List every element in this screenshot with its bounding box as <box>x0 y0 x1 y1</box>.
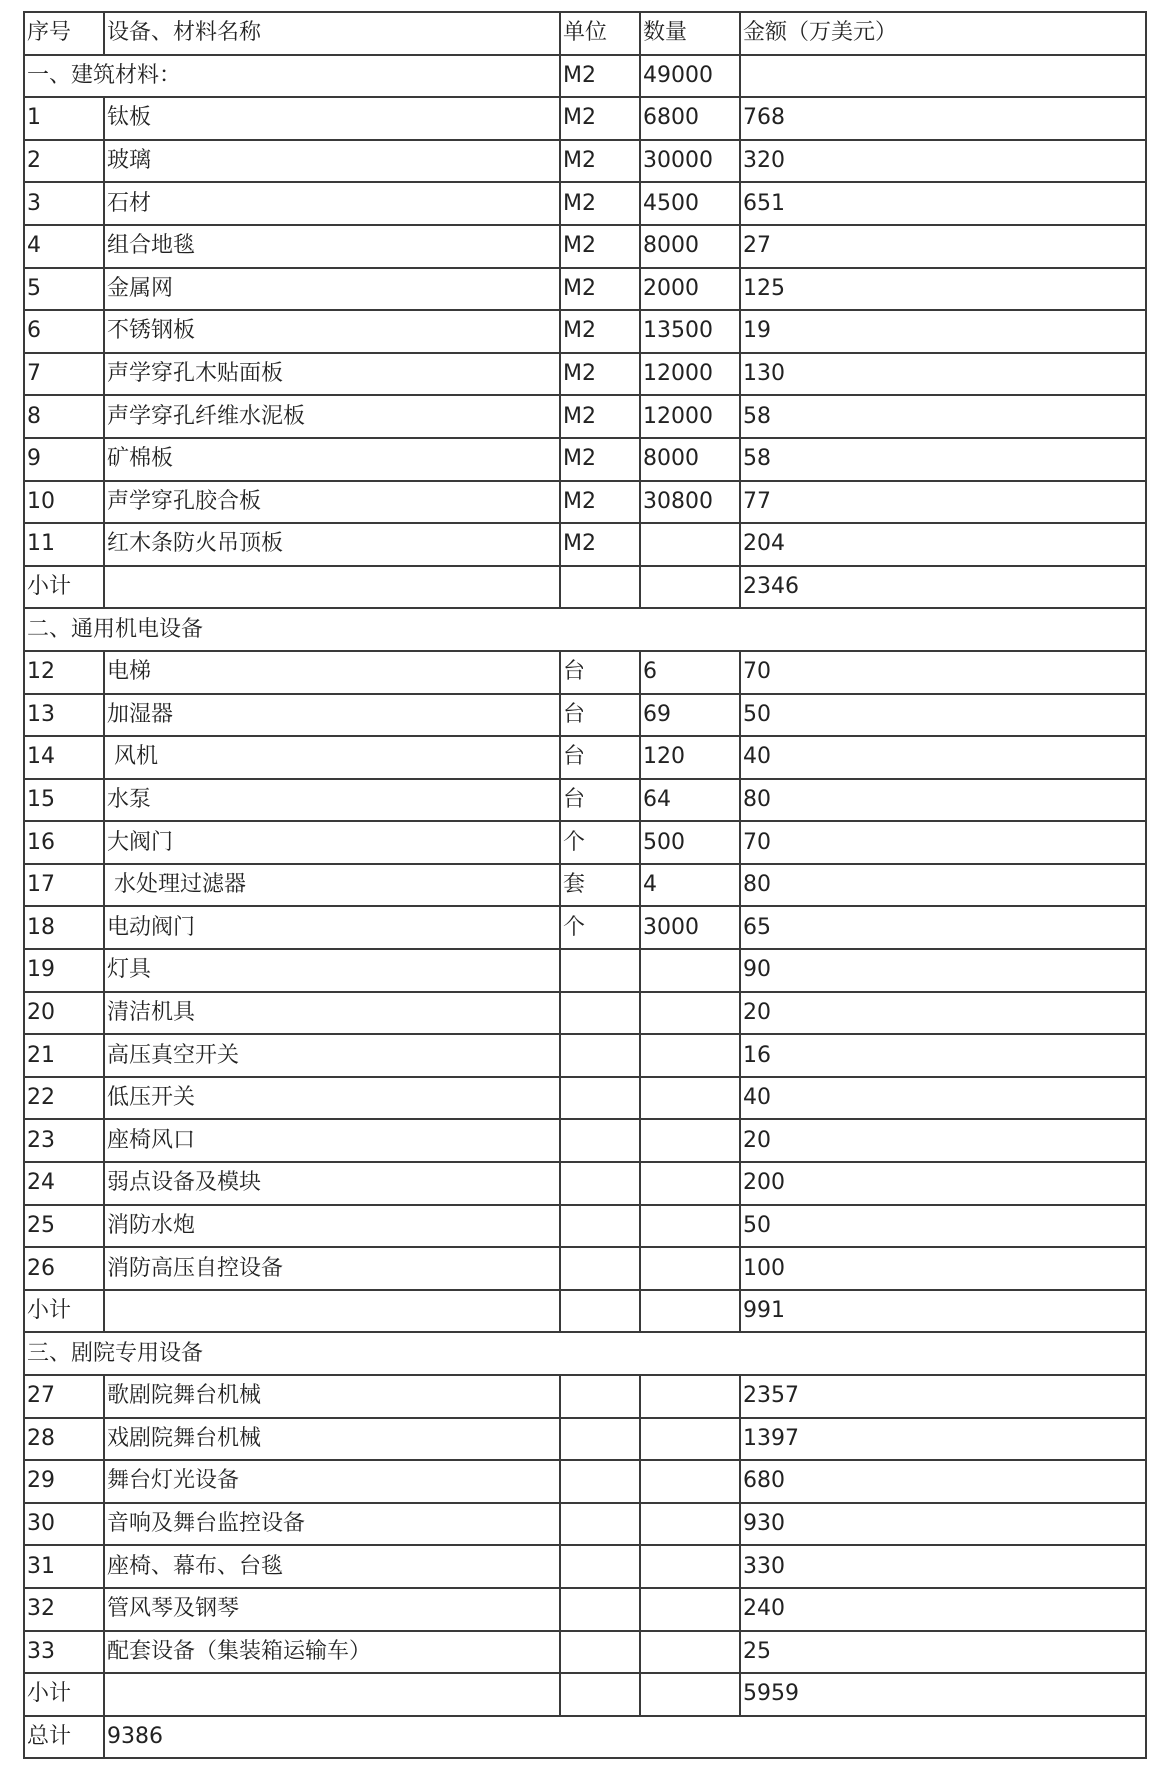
row-unit: 个 <box>560 821 640 864</box>
row-no: 30 <box>24 1503 104 1546</box>
row-no: 18 <box>24 906 104 949</box>
row-amount: 50 <box>740 694 1146 737</box>
row-unit <box>560 1205 640 1248</box>
subtotal-empty <box>104 566 560 609</box>
row-name: 红木条防火吊顶板 <box>104 523 560 566</box>
row-amount: 19 <box>740 310 1146 353</box>
row-amount: 240 <box>740 1588 1146 1631</box>
table-row <box>24 395 1146 438</box>
row-qty <box>640 1588 740 1631</box>
table-row <box>24 1503 1146 1546</box>
row-name: 舞台灯光设备 <box>104 1460 560 1503</box>
row-unit <box>560 1545 640 1588</box>
total-row <box>24 1716 1146 1759</box>
row-amount: 680 <box>740 1460 1146 1503</box>
section-title: 三、剧院专用设备 <box>24 1332 1146 1375</box>
row-amount: 25 <box>740 1631 1146 1674</box>
section-amount <box>740 55 1146 98</box>
row-qty: 8000 <box>640 438 740 481</box>
row-name: 水处理过滤器 <box>104 864 560 907</box>
table-row <box>24 438 1146 481</box>
row-amount: 80 <box>740 779 1146 822</box>
row-qty: 500 <box>640 821 740 864</box>
subtotal-value: 991 <box>740 1290 1146 1333</box>
row-name: 矿棉板 <box>104 438 560 481</box>
section-title: 一、建筑材料： <box>24 55 560 98</box>
row-amount: 768 <box>740 97 1146 140</box>
row-qty: 4500 <box>640 182 740 225</box>
row-qty: 13500 <box>640 310 740 353</box>
row-unit <box>560 1034 640 1077</box>
row-unit <box>560 1077 640 1120</box>
row-name: 电梯 <box>104 651 560 694</box>
row-unit: M2 <box>560 353 640 396</box>
row-no: 31 <box>24 1545 104 1588</box>
header-unit: 单位 <box>560 12 640 55</box>
row-no: 11 <box>24 523 104 566</box>
row-unit <box>560 1375 640 1418</box>
row-amount: 125 <box>740 268 1146 311</box>
subtotal-empty <box>640 1673 740 1716</box>
row-no: 1 <box>24 97 104 140</box>
table-row <box>24 736 1146 779</box>
table-row <box>24 523 1146 566</box>
row-unit: M2 <box>560 310 640 353</box>
row-unit: M2 <box>560 523 640 566</box>
row-name: 清洁机具 <box>104 992 560 1035</box>
subtotal-label: 小计 <box>24 1673 104 1716</box>
row-amount: 58 <box>740 395 1146 438</box>
row-unit: M2 <box>560 97 640 140</box>
subtotal-empty <box>104 1290 560 1333</box>
row-no: 6 <box>24 310 104 353</box>
equipment-materials-table <box>23 11 1147 1759</box>
header-amount: 金额（万美元） <box>740 12 1146 55</box>
table-row <box>24 864 1146 907</box>
row-unit: M2 <box>560 268 640 311</box>
row-unit <box>560 1418 640 1461</box>
row-no: 12 <box>24 651 104 694</box>
table-row <box>24 992 1146 1035</box>
subtotal-empty <box>640 566 740 609</box>
row-unit <box>560 1503 640 1546</box>
row-no: 26 <box>24 1247 104 1290</box>
subtotal-empty <box>560 566 640 609</box>
table-row <box>24 779 1146 822</box>
row-name: 座椅、幕布、台毯 <box>104 1545 560 1588</box>
row-amount: 80 <box>740 864 1146 907</box>
row-no: 5 <box>24 268 104 311</box>
row-qty: 4 <box>640 864 740 907</box>
header-qty: 数量 <box>640 12 740 55</box>
row-unit <box>560 1631 640 1674</box>
row-amount: 20 <box>740 992 1146 1035</box>
row-name: 低压开关 <box>104 1077 560 1120</box>
row-qty <box>640 1460 740 1503</box>
row-no: 23 <box>24 1119 104 1162</box>
row-no: 29 <box>24 1460 104 1503</box>
row-qty <box>640 1418 740 1461</box>
row-no: 4 <box>24 225 104 268</box>
row-name: 大阀门 <box>104 821 560 864</box>
table-row <box>24 225 1146 268</box>
row-amount: 330 <box>740 1545 1146 1588</box>
row-unit: M2 <box>560 225 640 268</box>
row-qty: 6800 <box>640 97 740 140</box>
row-qty <box>640 1247 740 1290</box>
table-row <box>24 97 1146 140</box>
table-row <box>24 1418 1146 1461</box>
row-name: 组合地毯 <box>104 225 560 268</box>
row-unit: M2 <box>560 182 640 225</box>
row-name: 配套设备（集装箱运输车） <box>104 1631 560 1674</box>
row-name: 座椅风口 <box>104 1119 560 1162</box>
row-name: 灯具 <box>104 949 560 992</box>
row-qty: 69 <box>640 694 740 737</box>
table-row <box>24 821 1146 864</box>
subtotal-value: 5959 <box>740 1673 1146 1716</box>
row-name: 玻璃 <box>104 140 560 183</box>
row-amount: 16 <box>740 1034 1146 1077</box>
row-amount: 58 <box>740 438 1146 481</box>
table-row <box>24 1375 1146 1418</box>
table-row <box>24 481 1146 524</box>
table-row <box>24 1460 1146 1503</box>
subtotal-row <box>24 1290 1146 1333</box>
row-unit <box>560 1119 640 1162</box>
section-unit: M2 <box>560 55 640 98</box>
row-amount: 130 <box>740 353 1146 396</box>
row-qty <box>640 1162 740 1205</box>
table-row <box>24 310 1146 353</box>
row-no: 17 <box>24 864 104 907</box>
table-row <box>24 1588 1146 1631</box>
row-name: 消防高压自控设备 <box>104 1247 560 1290</box>
row-amount: 27 <box>740 225 1146 268</box>
subtotal-label: 小计 <box>24 1290 104 1333</box>
row-no: 16 <box>24 821 104 864</box>
row-no: 13 <box>24 694 104 737</box>
row-name: 钛板 <box>104 97 560 140</box>
row-name: 水泵 <box>104 779 560 822</box>
table-row <box>24 1545 1146 1588</box>
header-no: 序号 <box>24 12 104 55</box>
total-value: 9386 <box>104 1716 1146 1759</box>
subtotal-empty <box>104 1673 560 1716</box>
row-amount: 100 <box>740 1247 1146 1290</box>
row-name: 声学穿孔木贴面板 <box>104 353 560 396</box>
row-no: 20 <box>24 992 104 1035</box>
table-row <box>24 182 1146 225</box>
row-qty <box>640 523 740 566</box>
section-title-row <box>24 608 1146 651</box>
table-row <box>24 949 1146 992</box>
row-name: 管风琴及钢琴 <box>104 1588 560 1631</box>
row-qty: 12000 <box>640 395 740 438</box>
row-unit: M2 <box>560 481 640 524</box>
row-no: 19 <box>24 949 104 992</box>
row-qty <box>640 1077 740 1120</box>
row-name: 弱点设备及模块 <box>104 1162 560 1205</box>
row-unit <box>560 992 640 1035</box>
subtotal-empty <box>560 1290 640 1333</box>
table-row <box>24 906 1146 949</box>
row-qty <box>640 949 740 992</box>
row-amount: 1397 <box>740 1418 1146 1461</box>
table-row <box>24 1119 1146 1162</box>
row-no: 9 <box>24 438 104 481</box>
row-unit: 台 <box>560 779 640 822</box>
row-unit: 台 <box>560 694 640 737</box>
table-row <box>24 651 1146 694</box>
row-qty <box>640 1503 740 1546</box>
row-qty <box>640 1205 740 1248</box>
total-label: 总计 <box>24 1716 104 1759</box>
row-amount: 65 <box>740 906 1146 949</box>
row-unit <box>560 949 640 992</box>
header-row <box>24 12 1146 55</box>
section-title-row <box>24 55 1146 98</box>
row-amount: 20 <box>740 1119 1146 1162</box>
row-name: 歌剧院舞台机械 <box>104 1375 560 1418</box>
row-amount: 204 <box>740 523 1146 566</box>
row-amount: 320 <box>740 140 1146 183</box>
subtotal-row <box>24 1673 1146 1716</box>
row-qty: 2000 <box>640 268 740 311</box>
row-qty: 64 <box>640 779 740 822</box>
row-unit <box>560 1588 640 1631</box>
row-qty <box>640 1375 740 1418</box>
row-no: 2 <box>24 140 104 183</box>
row-no: 21 <box>24 1034 104 1077</box>
row-amount: 40 <box>740 736 1146 779</box>
row-no: 8 <box>24 395 104 438</box>
row-unit: 台 <box>560 736 640 779</box>
row-no: 32 <box>24 1588 104 1631</box>
table-row <box>24 1077 1146 1120</box>
row-unit: M2 <box>560 438 640 481</box>
subtotal-row <box>24 566 1146 609</box>
row-amount: 90 <box>740 949 1146 992</box>
row-name: 戏剧院舞台机械 <box>104 1418 560 1461</box>
row-unit <box>560 1162 640 1205</box>
row-name: 风机 <box>104 736 560 779</box>
table-row <box>24 1631 1146 1674</box>
row-qty: 30000 <box>640 140 740 183</box>
table-row <box>24 694 1146 737</box>
row-qty <box>640 1545 740 1588</box>
row-amount: 50 <box>740 1205 1146 1248</box>
row-unit <box>560 1247 640 1290</box>
row-no: 24 <box>24 1162 104 1205</box>
row-amount: 77 <box>740 481 1146 524</box>
table-row <box>24 353 1146 396</box>
row-name: 声学穿孔胶合板 <box>104 481 560 524</box>
equipment-table-container <box>23 11 1145 1759</box>
row-name: 消防水炮 <box>104 1205 560 1248</box>
row-qty: 30800 <box>640 481 740 524</box>
row-qty <box>640 1631 740 1674</box>
row-qty <box>640 992 740 1035</box>
header-name: 设备、材料名称 <box>104 12 560 55</box>
table-row <box>24 1205 1146 1248</box>
row-amount: 40 <box>740 1077 1146 1120</box>
row-qty: 12000 <box>640 353 740 396</box>
row-no: 3 <box>24 182 104 225</box>
row-no: 10 <box>24 481 104 524</box>
row-amount: 2357 <box>740 1375 1146 1418</box>
table-row <box>24 268 1146 311</box>
row-qty: 6 <box>640 651 740 694</box>
section-qty: 49000 <box>640 55 740 98</box>
row-amount: 70 <box>740 821 1146 864</box>
row-amount: 70 <box>740 651 1146 694</box>
row-no: 25 <box>24 1205 104 1248</box>
row-amount: 930 <box>740 1503 1146 1546</box>
row-name: 金属网 <box>104 268 560 311</box>
row-name: 声学穿孔纤维水泥板 <box>104 395 560 438</box>
row-unit: 套 <box>560 864 640 907</box>
section-title: 二、通用机电设备 <box>24 608 1146 651</box>
row-amount: 651 <box>740 182 1146 225</box>
table-row <box>24 1247 1146 1290</box>
section-title-row <box>24 1332 1146 1375</box>
table-body <box>24 12 1146 1758</box>
row-no: 15 <box>24 779 104 822</box>
table-row <box>24 1162 1146 1205</box>
subtotal-value: 2346 <box>740 566 1146 609</box>
row-name: 音响及舞台监控设备 <box>104 1503 560 1546</box>
table-row <box>24 140 1146 183</box>
row-name: 不锈钢板 <box>104 310 560 353</box>
subtotal-empty <box>560 1673 640 1716</box>
row-qty: 120 <box>640 736 740 779</box>
row-name: 石材 <box>104 182 560 225</box>
subtotal-empty <box>640 1290 740 1333</box>
table-row <box>24 1034 1146 1077</box>
row-qty <box>640 1034 740 1077</box>
row-no: 14 <box>24 736 104 779</box>
row-unit <box>560 1460 640 1503</box>
row-no: 7 <box>24 353 104 396</box>
row-no: 22 <box>24 1077 104 1120</box>
row-unit: M2 <box>560 140 640 183</box>
row-amount: 200 <box>740 1162 1146 1205</box>
row-unit: 个 <box>560 906 640 949</box>
row-name: 高压真空开关 <box>104 1034 560 1077</box>
row-qty <box>640 1119 740 1162</box>
row-qty: 8000 <box>640 225 740 268</box>
row-qty: 3000 <box>640 906 740 949</box>
row-name: 加湿器 <box>104 694 560 737</box>
row-no: 28 <box>24 1418 104 1461</box>
subtotal-label: 小计 <box>24 566 104 609</box>
row-no: 27 <box>24 1375 104 1418</box>
row-name: 电动阀门 <box>104 906 560 949</box>
row-unit: M2 <box>560 395 640 438</box>
row-unit: 台 <box>560 651 640 694</box>
row-no: 33 <box>24 1631 104 1674</box>
